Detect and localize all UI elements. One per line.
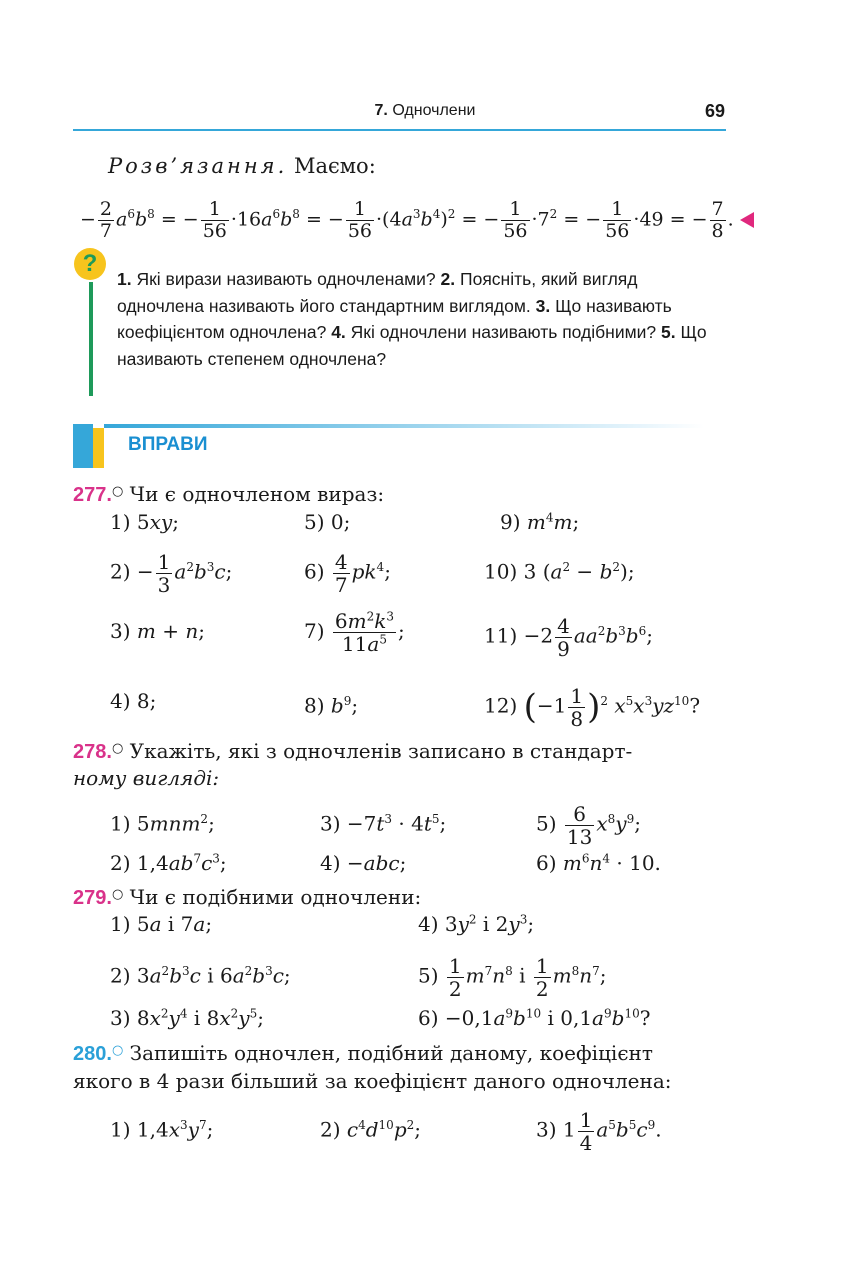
questions-bar (89, 282, 93, 396)
section-title: ВПРАВИ (128, 434, 208, 455)
q5-number: 5. (661, 322, 676, 342)
q1-text: Які вирази називають одночленами? (131, 269, 441, 289)
q1-number: 1. (117, 269, 132, 289)
item-280-3: 3) 1 $\frac{1}{4}$ $a^5b^5c^9$. (536, 1107, 662, 1155)
item-277-9: 9) $m^4m$; (500, 510, 580, 534)
item-277-12: 12) (−1 $\frac{1}{8}$ )$^2$ $x^5x^3yz^{10}$? (484, 683, 701, 731)
item-277-1: 1) 5xy; (110, 510, 179, 534)
item-277-10: 10) 3 $(a^2 - b^2)$; (484, 559, 635, 584)
item-278-3: $3) -7t^3 \cdot 4t^5$; (320, 811, 447, 836)
item-279-4: 4) $3y^2$ і $2y^3$; (418, 912, 535, 936)
exercise-text-line1: Укажіть, які з одночленів записано в стандарт- (129, 739, 633, 763)
page-number: 69 (704, 101, 725, 121)
item-280-2: 2) $c^4d^{10}p^2$; (320, 1117, 422, 1142)
solution-line (108, 153, 376, 179)
item-278-4: 4) −abc; (320, 851, 407, 875)
item-278-5: 5) $\frac{6}{13}$ $x^8y^9$; (536, 801, 641, 849)
item-278-2: 2) $1,4ab^7c^3$; (110, 851, 227, 875)
item-279-3: 3) $8x^2y^4$ і $8x^2y^5$; (110, 1006, 264, 1030)
exercise-text: Чи є подібними одночлени: (129, 885, 422, 909)
chapter-number: 7. (374, 102, 388, 119)
item-277-5: 5) 0; (304, 510, 351, 534)
item-279-5: 5) $\frac{1}{2}$ $m^7n^8$ і $\frac{1}{2}$ $m^8n^7$; (418, 953, 607, 1001)
exercise-number: 280. (73, 1043, 112, 1065)
exercise-277: 277.○ Чи є одночленом вираз: (73, 482, 385, 506)
exercise-text-line1: Запишіть одночлен, подібний даному, коефіцієнт (129, 1041, 653, 1065)
item-277-7: 7) $\frac{6m^2k^3}{11a^5}$ ; (304, 609, 405, 656)
chapter-title: Одночлени (392, 102, 476, 119)
header-divider (73, 129, 726, 131)
section-marker-blue (73, 424, 93, 468)
q5-text: Що називають степенем одночлена? (117, 322, 707, 369)
q4-number: 4. (331, 322, 346, 342)
q4-text: Які одночлени називають подібними? (345, 322, 661, 342)
exercise-280-line2: якого в 4 рази більший за коефіцієнт даного одночлена: (73, 1069, 672, 1093)
q2-text: Поясніть, який вигляд одночлена називають його стандартним виглядом. (117, 269, 638, 316)
item-279-6: $6) -0,1a^9b^{10}$ і $0,1a^9b^{10}$? (418, 1006, 651, 1030)
section-marker-yellow (93, 428, 104, 468)
item-277-6: 6) $\frac{4}{7}$ $pk^4$; (304, 549, 391, 597)
item-277-2: 2) − $\frac{1}{3}$ $a^2b^3c$; (110, 549, 233, 597)
exercise-number: 277. (73, 484, 112, 506)
exercise-number: 278. (73, 741, 112, 763)
exercise-278: 278.○ Укажіть, які з одночленів записано в стандарт- (73, 739, 633, 763)
solution-text: Маємо: (293, 154, 376, 178)
item-277-3: 3) m + n; (110, 619, 205, 643)
section-rule (104, 424, 704, 428)
item-277-11: 11) −2 $\frac{4}{9}$ $aa^2b^3b^6$; (484, 613, 653, 661)
review-questions (117, 266, 727, 372)
item-277-4: 4) 8; (110, 689, 157, 713)
question-mark-icon: ? (74, 248, 106, 280)
exercise-279: 279.○ Чи є подібними одночлени: (73, 885, 422, 909)
solution-equation: − $\frac{2}{7}$ $a^6b^8$ = − $\frac{1}{56}$ $\cdot 16a^6b^8$ = − $\frac{1}{56}$ $\cdot(4a^3b^4)^2$ = − $\frac{1}{56}$ $\cdot 7^2$ = − $\frac{1}{56}$ ·49 = − $\frac{7}{8}$ . (80, 188, 754, 245)
item-278-6: 6) $m^6n^4 \cdot 10$. (536, 851, 661, 875)
exercise-280: 280.○ Запишіть одночлен, подібний даному, коефіцієнт (73, 1041, 653, 1065)
end-of-solution-icon (740, 212, 754, 228)
item-278-1: 1) 5mnm$^2$; (110, 811, 215, 836)
exercise-number: 279. (73, 887, 112, 909)
q3-text: Що називають коефіцієнтом одночлена? (117, 295, 672, 342)
q3-number: 3. (535, 295, 551, 316)
item-279-1: 1) 5a і 7a; (110, 912, 213, 936)
item-280-1: 1) $1,4x^3y^7$; (110, 1117, 214, 1142)
q2-number: 2. (440, 269, 456, 289)
exercise-278-line2: ному вигляді: (73, 766, 220, 790)
exercise-text: Чи є одночленом вираз: (129, 482, 385, 506)
item-277-8: 8) $b^9$; (304, 693, 359, 718)
solution-label: Розв’язання. (108, 154, 288, 178)
item-279-2: 2) $3a^2b^3c$ і $6a^2b^3c$; (110, 963, 291, 988)
